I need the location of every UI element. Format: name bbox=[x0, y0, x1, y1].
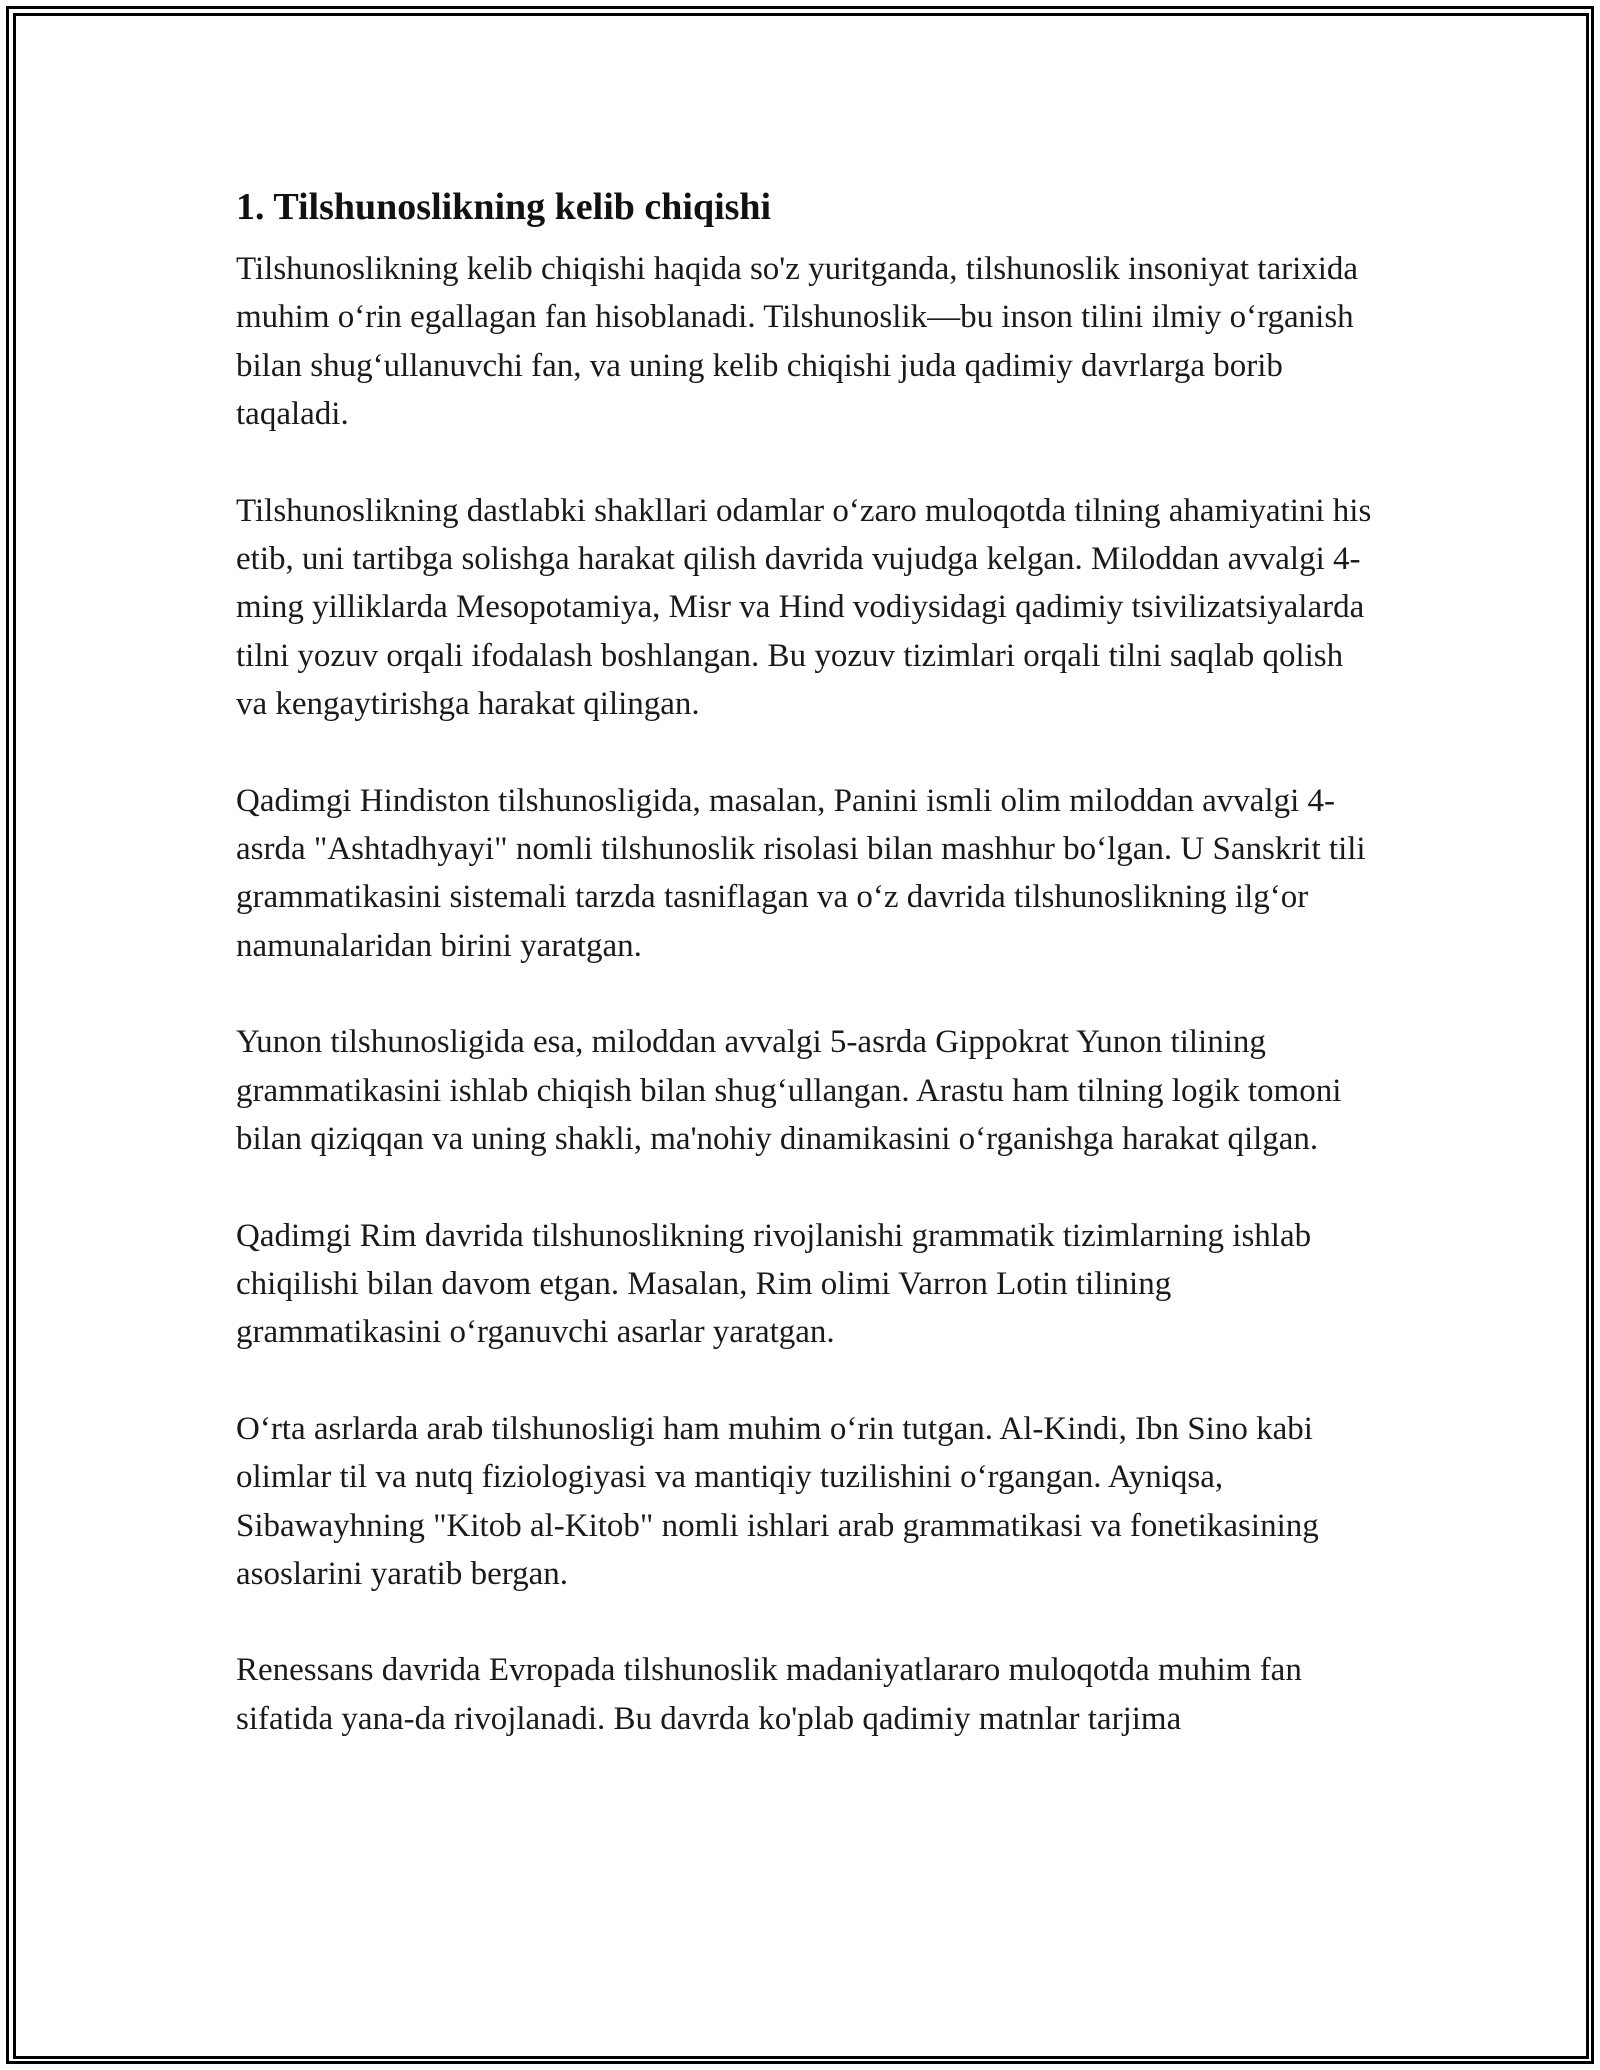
paragraph-4: Yunon tilshunosligida esa, miloddan avvalgi 5-asrda Gippokrat Yunon tilining grammatikasini ishlab chiqish bilan shug‘ullangan. Arastu ham tilning logik tomoni bilan qiziqqan va uning shakli, ma'nohiy dinamikasini o‘rganishga harakat qilgan. bbox=[236, 1024, 1342, 1158]
paragraph-5: Qadimgi Rim davrida tilshunoslikning rivojlanishi grammatik tizimlarning ishlab chiqilishi bilan davom etgan. Masalan, Rim olimi Varron Lotin tilining grammatikasini o‘rganuvchi asarlar yaratgan. bbox=[236, 1217, 1312, 1351]
document-body bbox=[236, 183, 1376, 1791]
paragraph-3: Qadimgi Hindiston tilshunosligida, masalan, Panini ismli olim miloddan avvalgi 4-asrda "Ashtadhyayi" nomli tilshunoslik risolasi bilan mashhur bo‘lgan. U Sanskrit tili grammatikasini sistemali tarzda tasniflagan va o‘z davrida tilshunoslikning ilg‘or namunalaridan birini yaratgan. bbox=[236, 782, 1366, 964]
paragraph-2: Tilshunoslikning dastlabki shakllari odamlar o‘zaro muloqotda tilning ahamiyatini his etib, uni tartibga solishga harakat qilish davrida vujudga kelgan. Miloddan avvalgi 4-ming yilliklarda Mesopotamiya, Misr va Hind vodiysidagi qadimiy tsivilizatsiyalarda tilni yozuv orqali ifodalash boshlangan. Bu yozuv tizimlari orqali tilni saqlab qolish va kengaytirishga harakat qilingan. bbox=[236, 492, 1372, 723]
paragraph-7: Renessans davrida Evropada tilshunoslik madaniyatlararo muloqotda muhim fan sifatida yana-da rivojlanadi. Bu davrda ko'plab qadimiy matnlar tarjima bbox=[236, 1652, 1302, 1737]
paragraph-6: O‘rta asrlarda arab tilshunosligi ham muhim o‘rin tutgan. Al-Kindi, Ibn Sino kabi olimlar til va nutq fiziologiyasi va mantiqiy tuzilishini o‘rgangan. Ayniqsa, Sibawayhning "Kitob al-Kitob" nomli ishlari arab grammatikasi va fonetikasining asoslarini yaratib bergan. bbox=[236, 1410, 1319, 1592]
section-heading: 1. Tilshunoslikning kelib chiqishi bbox=[236, 186, 772, 228]
paragraph-1: Tilshunoslikning kelib chiqishi haqida so'z yuritganda, tilshunoslik insoniyat tarixida muhim o‘rin egallagan fan hisoblanadi. Tilshunoslik—bu inson tilini ilmiy o‘rganish bilan shug‘ullanuvchi fan, va uning kelib chiqishi juda qadimiy davrlarga borib taqaladi. bbox=[236, 251, 1359, 433]
